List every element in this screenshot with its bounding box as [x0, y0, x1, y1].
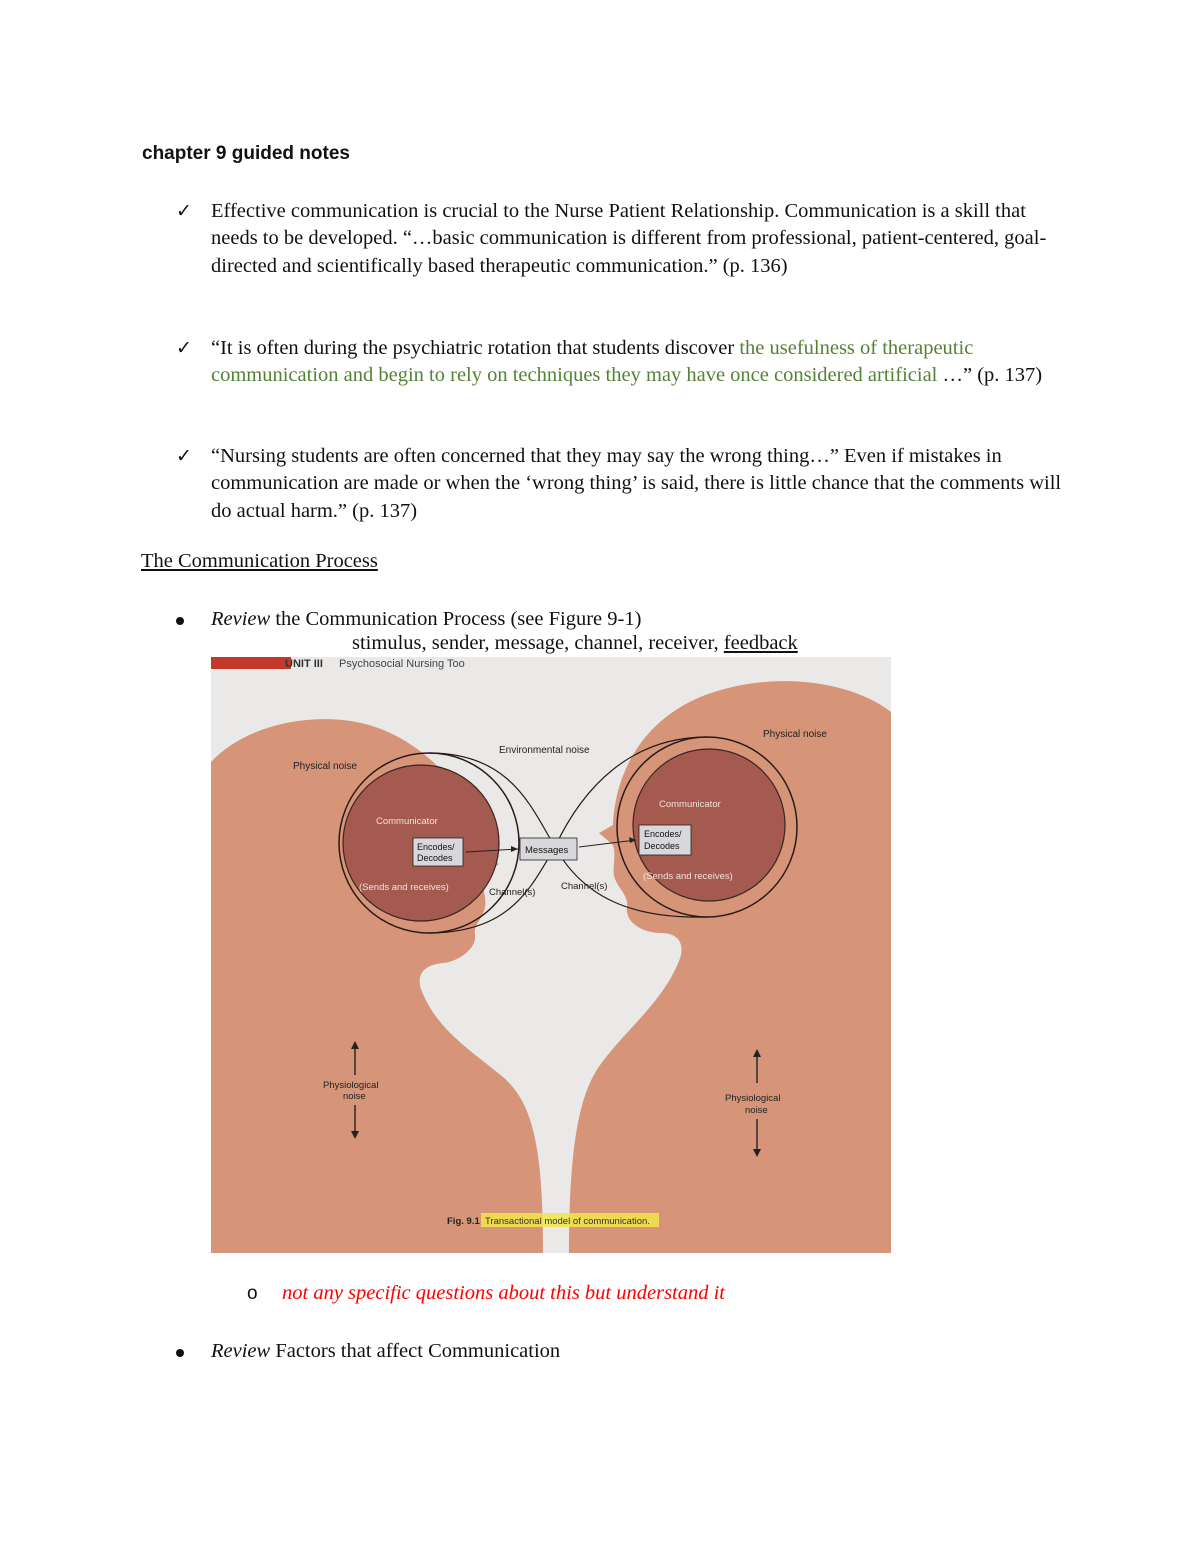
feedback-underlined: feedback — [723, 632, 798, 654]
checklist-text — [211, 335, 1071, 390]
section-heading: The Communication Process — [141, 550, 378, 572]
checklist-text: Effective communication is crucial to the Nurse Patient Relationship. Communication is a skill that needs to be developed. “…basic communication is different from professional, patient-centered, goal-directed and scientifically based therapeutic communication.” (p. 136) — [211, 200, 1047, 277]
channel-left-label: Channel(s) — [489, 887, 536, 898]
highlighted-quote: the usefulness of therapeutic communication and begin to rely on techniques they may have once considered artificial — [211, 337, 974, 387]
physical-noise-left-label: Physical noise — [293, 761, 357, 772]
process-steps: stimulus, sender, message, channel, receiver, feedback — [352, 632, 798, 654]
physical-noise-right-label: Physical noise — [763, 729, 827, 740]
figure-header-unit: UNIT III — [285, 658, 323, 670]
physiological-noise-right-2: noise — [745, 1105, 768, 1116]
bullet-icon — [176, 1349, 184, 1357]
decodes-right-label: Decodes — [644, 841, 680, 851]
decodes-left-label: Decodes — [417, 853, 453, 863]
checklist-item — [176, 198, 1076, 282]
figure-caption-number: Fig. 9.1 — [447, 1216, 480, 1227]
emphasis: Review — [211, 608, 271, 630]
figure-caption-text: Transactional model of communication. — [485, 1216, 650, 1227]
checklist-text: “Nursing students are often concerned that they may say the wrong thing…” Even if mistakes in communication are made or when the ‘wrong thing’ is said, there is little chance that the comments will do actual harm.” (p. 137) — [211, 445, 1062, 522]
study-note: not any specific questions about this but understand it — [282, 1282, 726, 1304]
bullet-icon — [176, 617, 184, 625]
bullet-text: Review Factors that affect Communication — [211, 1340, 561, 1362]
communicator-left-label: Communicator — [376, 816, 438, 827]
figure-header-title: Psychosocial Nursing Too — [339, 658, 465, 670]
quote-start: “It is often during the psychiatric rotation that students discover — [211, 337, 740, 359]
bullet-text: Review the Communication Process (see Figure 9-1) — [211, 608, 642, 630]
physiological-noise-left-2: noise — [343, 1091, 366, 1102]
sends-receives-right-label: (Sends and receives) — [643, 871, 733, 882]
environmental-noise-label: Environmental noise — [499, 745, 590, 756]
quote-end: …” (p. 137) — [937, 364, 1043, 387]
physiological-noise-left-1: Physiological — [323, 1080, 379, 1091]
communicator-right-label: Communicator — [659, 799, 721, 810]
checkmark-icon: ✓ — [176, 338, 192, 359]
physiological-noise-right-1: Physiological — [725, 1093, 781, 1104]
checklist-item — [176, 335, 1076, 419]
checkmark-icon: ✓ — [176, 201, 192, 222]
emphasis: Review — [211, 1340, 271, 1362]
channel-right-label: Channel(s) — [561, 881, 608, 892]
communication-figure — [211, 657, 891, 1253]
checkmark-icon: ✓ — [176, 446, 192, 467]
sends-receives-left-label: (Sends and receives) — [359, 882, 449, 893]
checklist-item — [176, 443, 1076, 527]
encodes-left-label: Encodes/ — [417, 842, 455, 852]
circle-bullet-icon: o — [247, 1283, 258, 1304]
encodes-right-label: Encodes/ — [644, 829, 682, 839]
messages-label: Messages — [525, 845, 569, 856]
page-title: chapter 9 guided notes — [142, 143, 350, 164]
